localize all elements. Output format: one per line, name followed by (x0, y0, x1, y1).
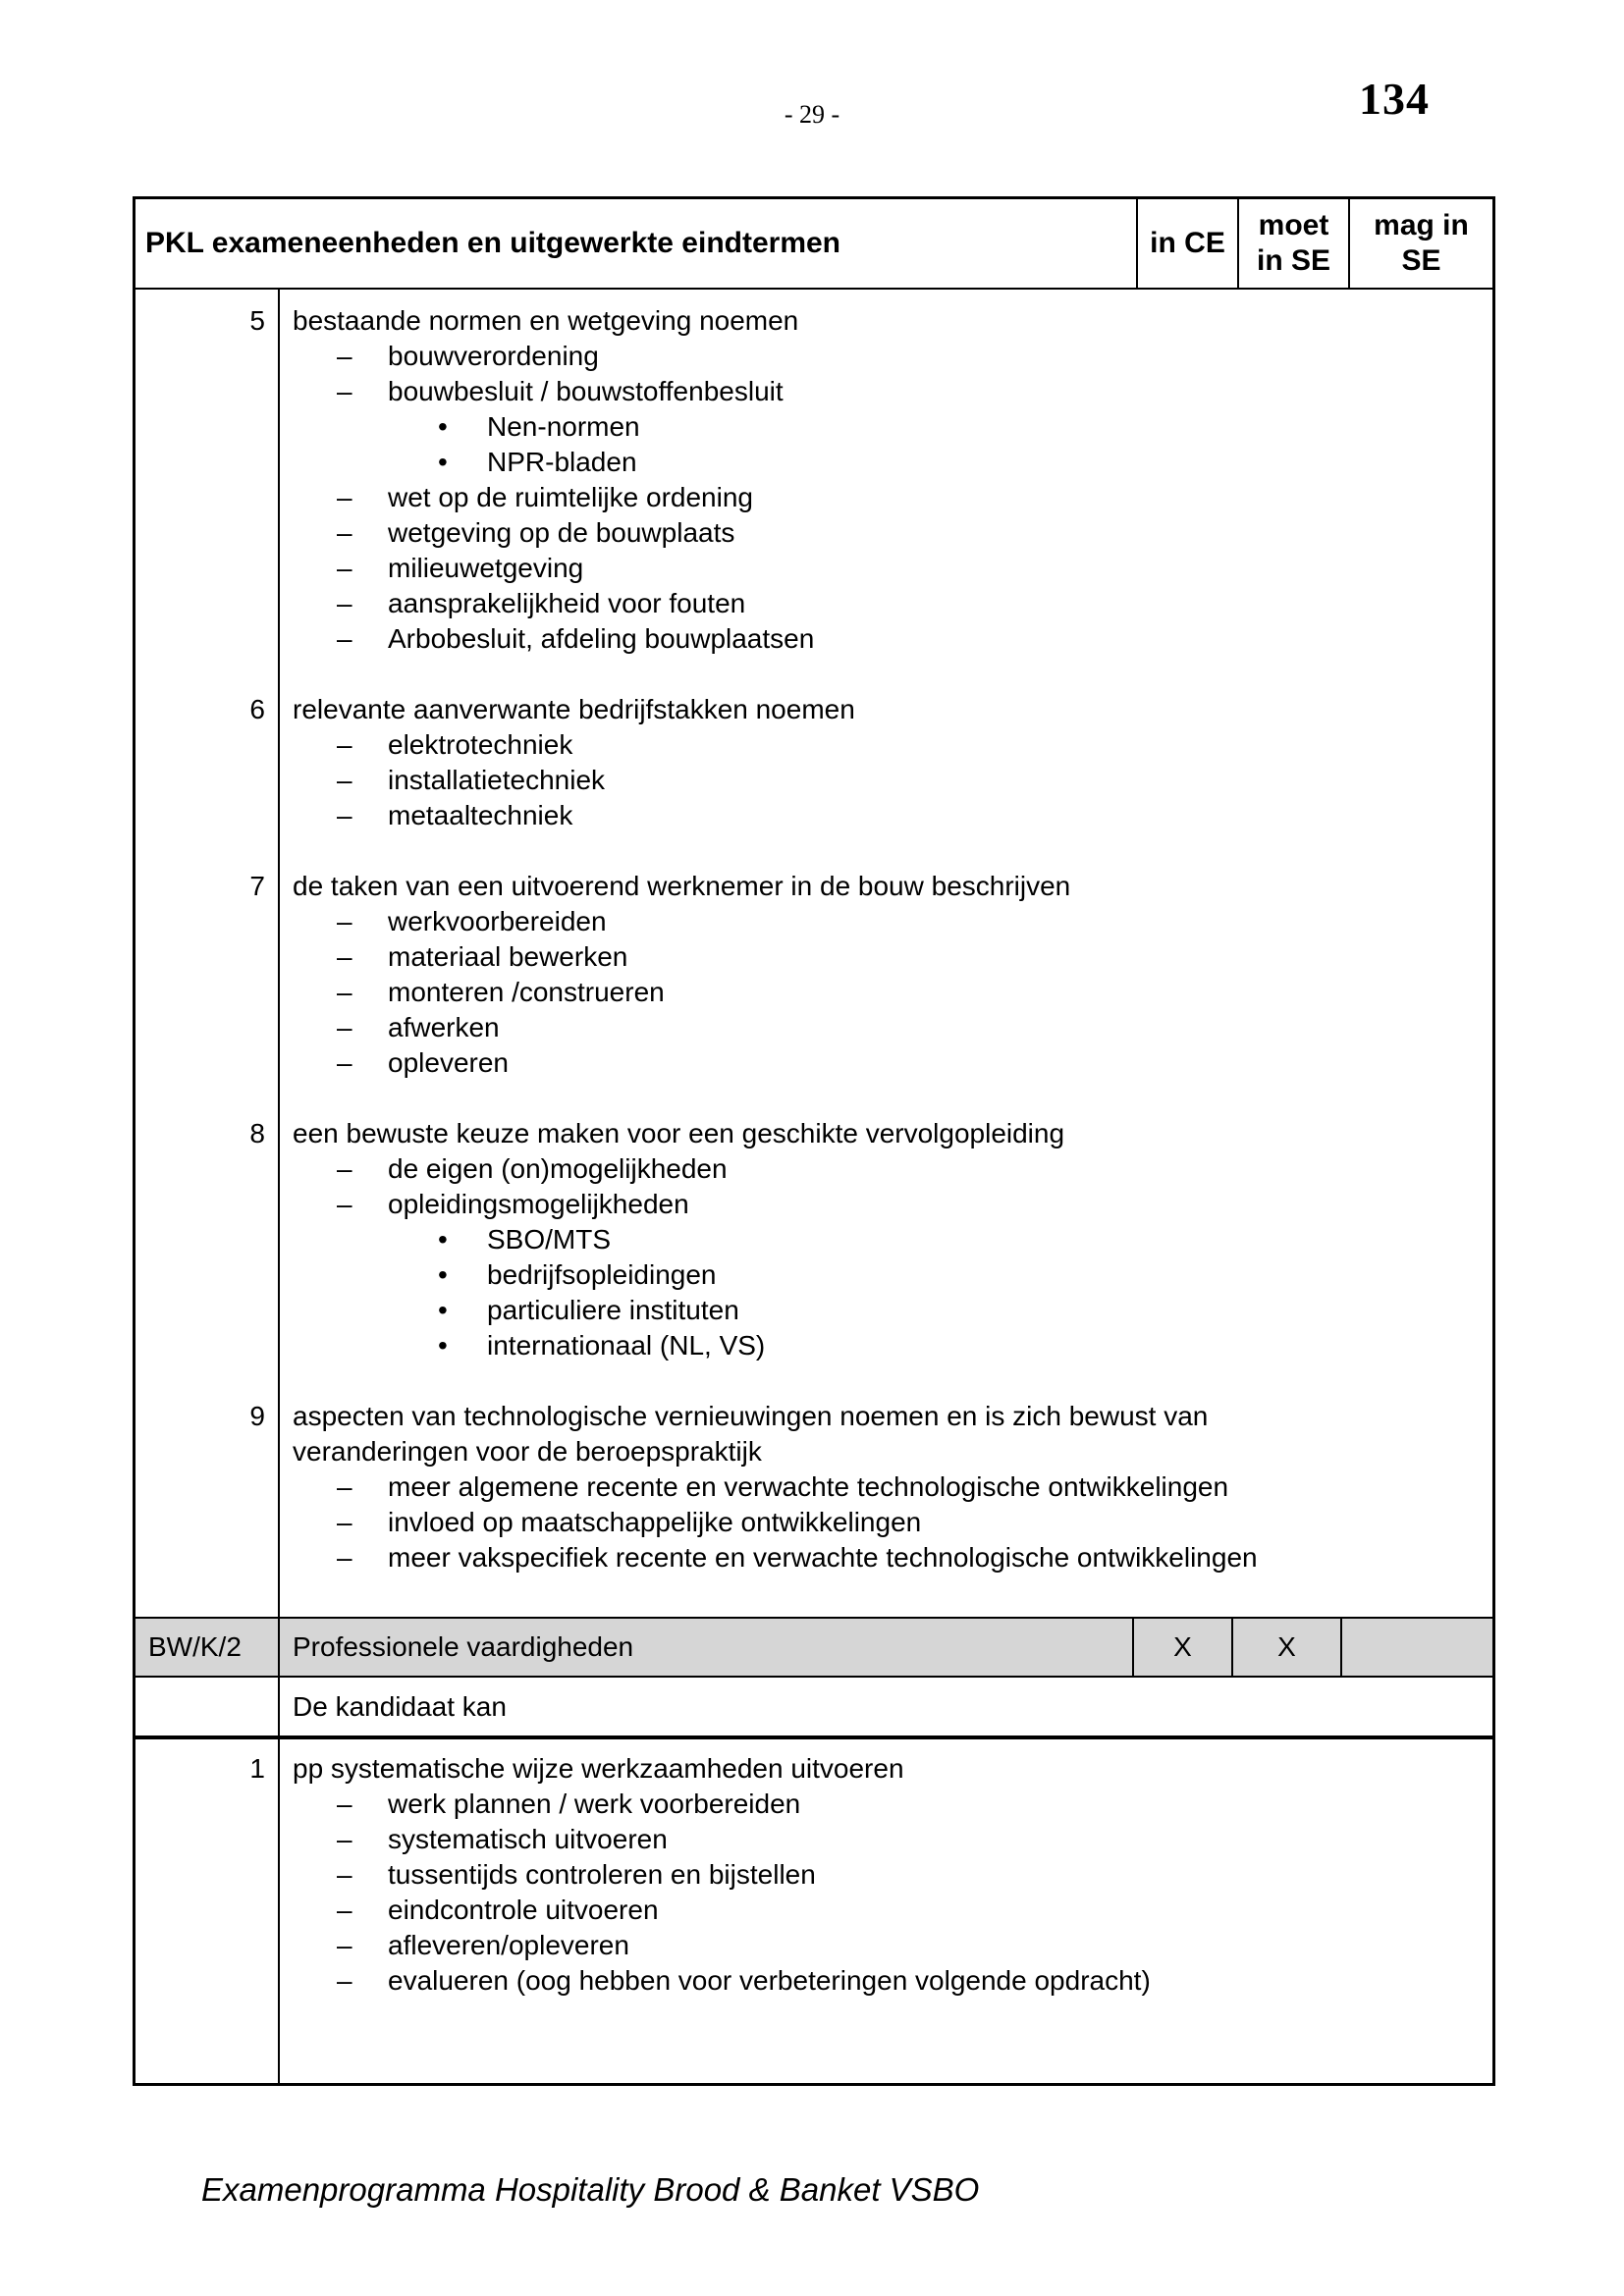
item-number: 7 (135, 869, 280, 1116)
bullet-marker-icon: • (438, 411, 448, 442)
sub-item-dash (293, 798, 1492, 833)
sub-item-text: monteren /construeren (388, 977, 665, 1007)
table-header-mag-in-se (1350, 199, 1492, 288)
sub-item-dash (293, 621, 1492, 657)
sub-item-text: Arbobesluit, afdeling bouwplaatsen (388, 623, 815, 654)
sub-item-bullet (293, 1222, 1492, 1257)
sub-item-dash (293, 1010, 1492, 1045)
item-title: de taken van een uitvoerend werknemer in de bouw beschrijven (293, 871, 1071, 901)
dash-marker-icon: – (337, 977, 352, 1007)
table-header-in-ce: in CE (1138, 199, 1239, 288)
sub-item-bullet (293, 1257, 1492, 1293)
dash-marker-icon: – (337, 800, 352, 830)
bullet-marker-icon: • (438, 1259, 448, 1290)
sub-item-text: Nen-normen (487, 411, 640, 442)
sub-item-dash (293, 975, 1492, 1010)
sub-item-text: bedrijfsopleidingen (487, 1259, 717, 1290)
item-number: 1 (135, 1739, 280, 2083)
eindterm-item-5 (135, 290, 1492, 692)
page-number-center: - 29 - (784, 100, 840, 129)
sub-item-dash (293, 1540, 1492, 1575)
header-mag-line1: mag in (1374, 209, 1469, 241)
dash-marker-icon: – (337, 517, 352, 548)
sub-item-dash (293, 1187, 1492, 1222)
item-content (280, 1399, 1492, 1617)
eindtermen-section (135, 290, 1492, 1619)
sub-item-text: meer algemene recente en verwachte technologische ontwikkelingen (388, 1471, 1229, 1502)
item-title: bestaande normen en wetgeving noemen (293, 305, 799, 336)
sub-item-bullet (293, 445, 1492, 480)
sub-item-text: werkvoorbereiden (388, 906, 607, 936)
eindterm-item-9 (135, 1399, 1492, 1617)
dash-marker-icon: – (337, 1012, 352, 1042)
sub-item-text: metaaltechniek (388, 800, 573, 830)
sub-item-text: installatietechniek (388, 765, 606, 795)
bwk2-code: BW/K/2 (135, 1619, 280, 1676)
table-header-title: PKL exameneenheden en uitgewerkte eindtermen (135, 199, 1138, 288)
sub-item-bullet (293, 1293, 1492, 1328)
sub-item-text: tussentijds controleren en bijstellen (388, 1859, 816, 1890)
dash-marker-icon: – (337, 1153, 352, 1184)
dash-marker-icon: – (337, 1930, 352, 1960)
dash-marker-icon: – (337, 1189, 352, 1219)
sub-item-dash (293, 727, 1492, 763)
vaardigheid-item-1 (135, 1739, 1492, 2083)
dash-marker-icon: – (337, 588, 352, 618)
dash-marker-icon: – (337, 376, 352, 406)
sub-item-dash (293, 1857, 1492, 1893)
sub-item-dash (293, 1469, 1492, 1505)
sub-item-dash (293, 904, 1492, 939)
bwk2-row (135, 1619, 1492, 1678)
dash-marker-icon: – (337, 623, 352, 654)
sub-item-text: evalueren (oog hebben voor verbeteringen volgende opdracht) (388, 1965, 1151, 1996)
item-title: pp systematische wijze werkzaamheden uitvoeren (293, 1753, 904, 1784)
sub-item-text: wetgeving op de bouwplaats (388, 517, 735, 548)
sub-item-text: bouwbesluit / bouwstoffenbesluit (388, 376, 784, 406)
header-moet-line1: moet (1258, 209, 1329, 241)
item-content (280, 869, 1492, 1116)
sub-item-text: werk plannen / werk voorbereiden (388, 1789, 801, 1819)
sub-item-text: afleveren/opleveren (388, 1930, 629, 1960)
sub-item-dash (293, 1505, 1492, 1540)
sub-item-dash (293, 551, 1492, 586)
item-title: een bewuste keuze maken voor een geschikte vervolgopleiding (293, 1118, 1065, 1148)
dash-marker-icon: – (337, 1789, 352, 1819)
bullet-marker-icon: • (438, 1330, 448, 1361)
sub-item-dash (293, 939, 1492, 975)
bullet-marker-icon: • (438, 447, 448, 477)
sub-item-text: systematisch uitvoeren (388, 1824, 668, 1854)
sub-item-text: opleveren (388, 1047, 509, 1078)
sub-item-text: internationaal (NL, VS) (487, 1330, 766, 1361)
eindterm-item-7 (135, 869, 1492, 1116)
item-number: 9 (135, 1399, 280, 1617)
dash-marker-icon: – (337, 1824, 352, 1854)
sub-item-dash (293, 586, 1492, 621)
item-content (280, 692, 1492, 869)
sub-item-dash (293, 339, 1492, 374)
dash-marker-icon: – (337, 1507, 352, 1537)
dash-marker-icon: – (337, 341, 352, 371)
bwk2-mag-in-se-mark (1342, 1619, 1492, 1676)
header-mag-line2: SE (1401, 244, 1441, 277)
table-header-row (135, 199, 1492, 290)
dash-marker-icon: – (337, 1471, 352, 1502)
table-header-moet-in-se (1239, 199, 1350, 288)
header-moet-line2: in SE (1256, 244, 1330, 277)
dash-marker-icon: – (337, 482, 352, 512)
bwk2-label: Professionele vaardigheden (280, 1619, 1134, 1676)
sub-item-dash (293, 515, 1492, 551)
page-number-right: 134 (1359, 74, 1430, 124)
item-title: aspecten van technologische vernieuwingen noemen en is zich bewust van veranderingen voor de beroepspraktijk (293, 1401, 1209, 1467)
dash-marker-icon: – (337, 1895, 352, 1925)
dash-marker-icon: – (337, 765, 352, 795)
sub-item-text: meer vakspecifiek recente en verwachte technologische ontwikkelingen (388, 1542, 1258, 1573)
sub-item-dash (293, 1787, 1492, 1822)
sub-item-bullet (293, 409, 1492, 445)
dash-marker-icon: – (337, 941, 352, 972)
sub-item-dash (293, 1151, 1492, 1187)
item-content (280, 1739, 1492, 2083)
dash-marker-icon: – (337, 1859, 352, 1890)
item-content (280, 1116, 1492, 1399)
sub-item-dash (293, 480, 1492, 515)
bullet-marker-icon: • (438, 1224, 448, 1255)
bwk2-moet-in-se-mark: X (1233, 1619, 1342, 1676)
sub-item-text: milieuwetgeving (388, 553, 584, 583)
item-title: relevante aanverwante bedrijfstakken noemen (293, 694, 855, 724)
item-number: 6 (135, 692, 280, 869)
vaardigheden-section (135, 1739, 1492, 2083)
sub-item-dash (293, 1928, 1492, 1963)
sub-item-dash (293, 374, 1492, 409)
sub-item-bullet (293, 1328, 1492, 1363)
sub-item-text: bouwverordening (388, 341, 599, 371)
dash-marker-icon: – (337, 729, 352, 760)
sub-item-dash (293, 1963, 1492, 1999)
dash-marker-icon: – (337, 1047, 352, 1078)
item-content (280, 290, 1492, 692)
exam-table (133, 196, 1495, 2086)
sub-item-text: invloed op maatschappelijke ontwikkelingen (388, 1507, 922, 1537)
item-number: 5 (135, 290, 280, 692)
item-number: 8 (135, 1116, 280, 1399)
sub-item-text: materiaal bewerken (388, 941, 628, 972)
dash-marker-icon: – (337, 1542, 352, 1573)
sub-item-text: NPR-bladen (487, 447, 637, 477)
eindterm-item-6 (135, 692, 1492, 869)
sub-item-text: wet op de ruimtelijke ordening (388, 482, 753, 512)
sub-item-text: afwerken (388, 1012, 500, 1042)
bullet-marker-icon: • (438, 1295, 448, 1325)
eindterm-item-8 (135, 1116, 1492, 1399)
sub-item-dash (293, 1822, 1492, 1857)
sub-item-dash (293, 1893, 1492, 1928)
sub-item-text: aansprakelijkheid voor fouten (388, 588, 746, 618)
kandidaat-num-cell (135, 1678, 280, 1735)
kandidaat-text: De kandidaat kan (293, 1690, 507, 1722)
sub-item-dash (293, 1045, 1492, 1081)
dash-marker-icon: – (337, 906, 352, 936)
sub-item-text: particuliere instituten (487, 1295, 739, 1325)
dash-marker-icon: – (337, 553, 352, 583)
sub-item-text: de eigen (on)mogelijkheden (388, 1153, 728, 1184)
kandidaat-row (135, 1678, 1492, 1739)
sub-item-text: elektrotechniek (388, 729, 573, 760)
bwk2-in-ce-mark: X (1134, 1619, 1233, 1676)
sub-item-text: opleidingsmogelijkheden (388, 1189, 689, 1219)
sub-item-text: SBO/MTS (487, 1224, 612, 1255)
sub-item-text: eindcontrole uitvoeren (388, 1895, 659, 1925)
sub-item-dash (293, 763, 1492, 798)
footer-text: Examenprogramma Hospitality Brood & Banket VSBO (201, 2171, 980, 2208)
dash-marker-icon: – (337, 1965, 352, 1996)
